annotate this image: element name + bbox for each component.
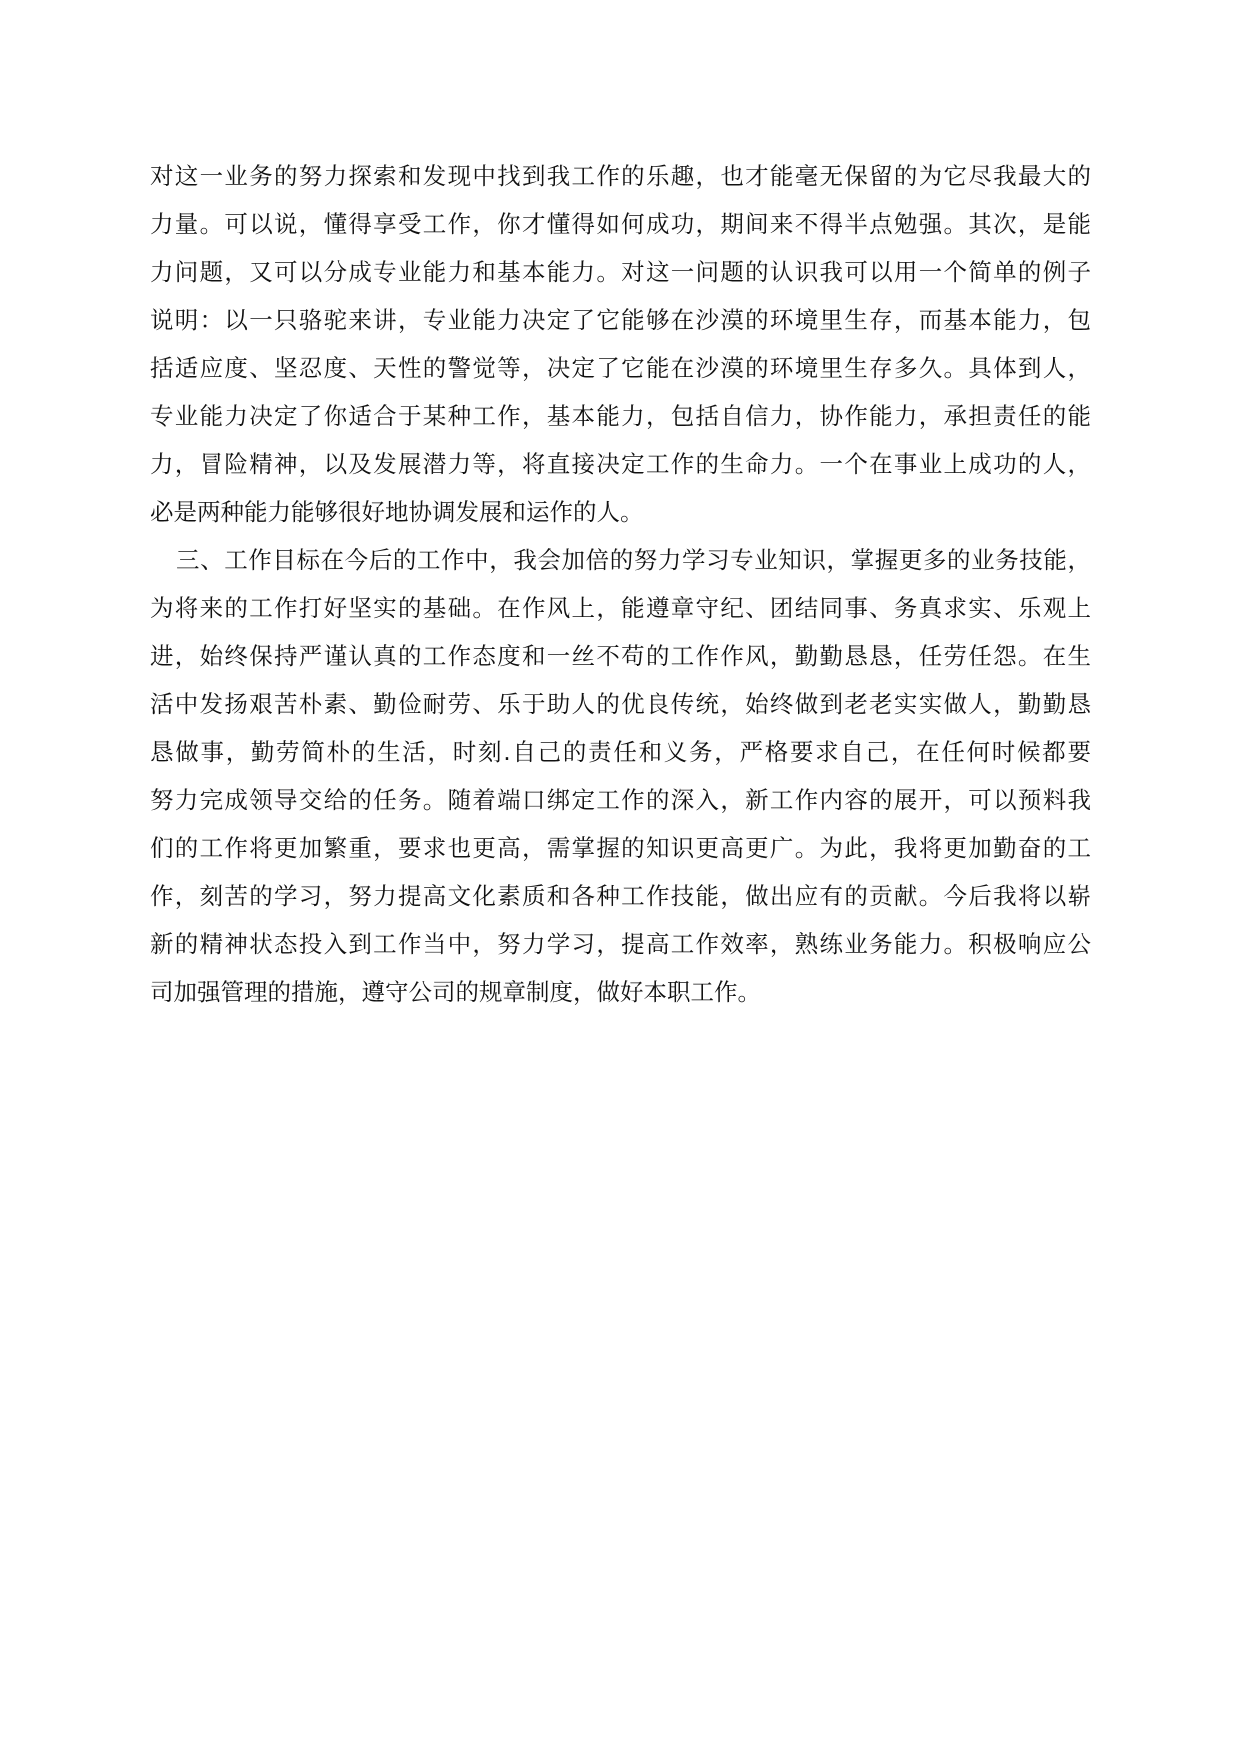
paragraph-line: 括适应度、坚忍度、天性的警觉等，决定了它能在沙漠的环境里生存多久。具体到人，	[150, 354, 1091, 382]
paragraph-1	[150, 152, 1091, 536]
paragraph-line: 力，冒险精神，以及发展潜力等，将直接决定工作的生命力。一个在事业上成功的人，	[150, 450, 1091, 478]
paragraph-line: 必是两种能力能够很好地协调发展和运作的人。	[150, 498, 644, 526]
paragraph-line: 活中发扬艰苦朴素、勤俭耐劳、乐于助人的优良传统，始终做到老老实实做人，勤勤恳	[150, 690, 1091, 718]
paragraph-line: 专业能力决定了你适合于某种工作，基本能力，包括自信力，协作能力，承担责任的能	[150, 402, 1091, 430]
paragraph-line: 力问题，又可以分成专业能力和基本能力。对这一问题的认识我可以用一个简单的例子	[150, 258, 1091, 286]
paragraph-line: 为将来的工作打好坚实的基础。在作风上，能遵章守纪、团结同事、务真求实、乐观上	[150, 594, 1091, 622]
paragraph-line: 三、工作目标在今后的工作中，我会加倍的努力学习专业知识，掌握更多的业务技能，	[176, 546, 1091, 574]
paragraph-line: 努力完成领导交给的任务。随着端口绑定工作的深入，新工作内容的展开，可以预料我	[150, 786, 1091, 814]
paragraph-line: 说明：以一只骆驼来讲，专业能力决定了它能够在沙漠的环境里生存，而基本能力，包	[150, 306, 1091, 334]
paragraph-line: 新的精神状态投入到工作当中，努力学习，提高工作效率，熟练业务能力。积极响应公	[150, 930, 1091, 958]
paragraph-line: 作，刻苦的学习，努力提高文化素质和各种工作技能，做出应有的贡献。今后我将以崭	[150, 882, 1091, 910]
paragraph-2	[150, 536, 1091, 1016]
paragraph-line: 们的工作将更加繁重，要求也更高，需掌握的知识更高更广。为此，我将更加勤奋的工	[150, 834, 1091, 862]
paragraph-line: 力量。可以说，懂得享受工作，你才懂得如何成功，期间来不得半点勉强。其次，是能	[150, 210, 1091, 238]
paragraph-line: 进，始终保持严谨认真的工作态度和一丝不苟的工作作风，勤勤恳恳，任劳任怨。在生	[150, 642, 1091, 670]
paragraph-line: 恳做事，勤劳简朴的生活，时刻.自己的责任和义务，严格要求自己，在任何时候都要	[150, 738, 1091, 766]
paragraph-line: 司加强管理的措施，遵守公司的规章制度，做好本职工作。	[150, 978, 761, 1006]
paragraph-line: 对这一业务的努力探索和发现中找到我工作的乐趣，也才能毫无保留的为它尽我最大的	[150, 162, 1091, 190]
